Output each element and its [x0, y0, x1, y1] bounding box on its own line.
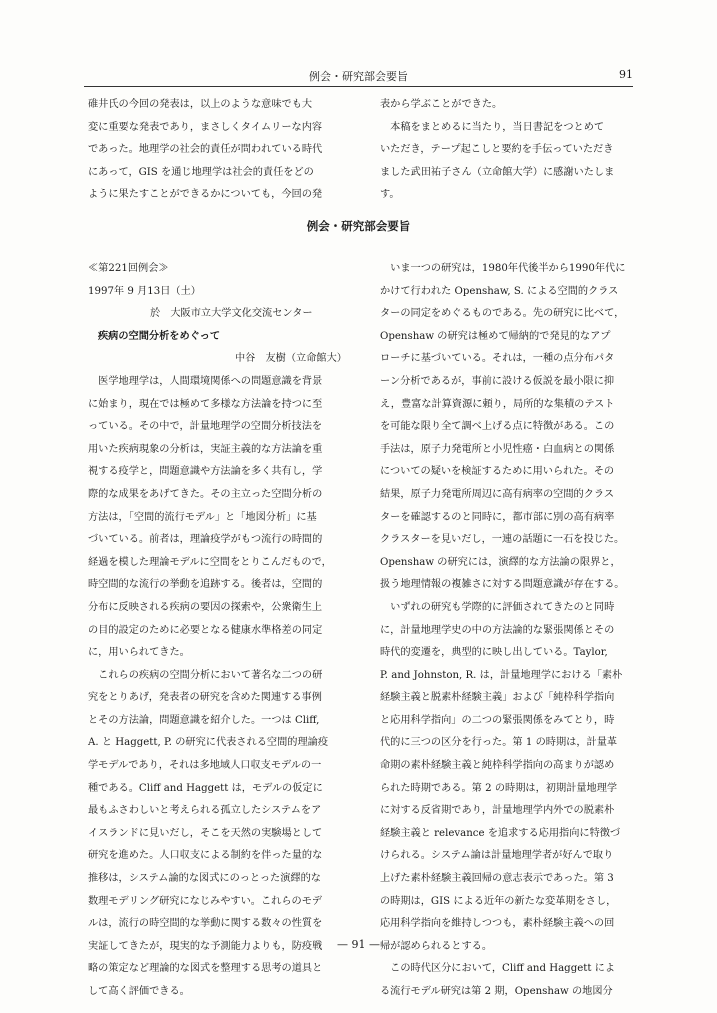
text-line: 研究を進めた。人口収支による制約を伴った量的な: [88, 850, 323, 862]
text-line: に始まり，現在では極めて多様な方法論を持つに至: [88, 398, 323, 410]
text-line: 表から学ぶことができた。: [380, 99, 503, 110]
talk-title: 疾病の空間分析をめぐって: [98, 330, 221, 342]
text-line: かけて行われた Openshaw, S. による空間的クラス: [380, 285, 619, 297]
text-line: これらの疾病の空間分析において著名な二つの研: [88, 669, 323, 681]
text-line: 略の策定など理論的な図式を整理する思考の道具と: [88, 963, 323, 975]
text-line: 経験主義と relevance を追求する応用指向に特徴づ: [380, 827, 621, 839]
running-header-title: 例会・研究部会要旨: [309, 70, 408, 83]
text-line: 方法は，「空間的流行モデル」と「地図分析」に基: [88, 511, 317, 523]
text-line: ターを確認するのと同時に，都市部に別の高有病率: [380, 511, 615, 523]
text-line: ーン分析であるが，事前に設ける仮説を最小限に抑: [380, 375, 615, 387]
left-body-text: [88, 371, 347, 1004]
text-line: 推移は，システム論的な図式にのっとった演繹的な: [88, 873, 321, 885]
text-line: A. と Haggett, P. の研究に代表される空間的理論疫: [88, 737, 329, 749]
right-body-text: [380, 258, 625, 1004]
text-line: 最もふさわしいと考えられる孤立したシステムをア: [88, 805, 322, 817]
text-line: 医学地理学は，人間環境関係への問題意識を背景: [88, 375, 323, 387]
text-line: 経過を模した理論モデルに空間をとりこんだもので，: [88, 556, 332, 568]
text-line: 分布に反映される疾病の要因の探索や，公衆衛生上: [88, 601, 323, 613]
text-line: 用いた疾病現象の分析は，実証主義的な方法論を重: [88, 443, 323, 455]
text-line: P. and Johnston, R. は，計量地理学における「素朴: [380, 669, 623, 681]
text-line: クラスターを見いだし，一連の話題に一石を投じた。: [380, 534, 625, 546]
text-line: Openshaw の研究には，演繹的な方法論の限界と，: [380, 556, 621, 568]
text-line: であった。地理学の社会的責任が問われている時代: [88, 144, 323, 156]
text-line: いま一つの研究は，1980年代後半から1990年代に: [380, 263, 626, 274]
text-line: 本稿をまとめるに当たり，当日書記をつとめて: [380, 121, 605, 133]
text-line: 視する疫学と，問題意識や方法論を多く共有し，学: [88, 466, 323, 478]
running-header-page-number: 91: [619, 68, 633, 81]
page-footer: — 91 —: [337, 938, 380, 951]
top-left-column: [88, 94, 322, 207]
text-line: 種である。Cliff and Haggett は，モデルの仮定に: [88, 782, 323, 794]
text-line: ローチに基づいている。それは，一種の点分布パタ: [380, 353, 615, 365]
text-line: 究をとりあげ，発表者の研究を含めた関連する事例: [88, 692, 322, 704]
text-line: 時空間的な流行の挙動を追跡する。後者は，空間的: [88, 579, 323, 591]
text-line: に，計量地理学史の中の方法論的な緊張関係とその: [380, 624, 615, 636]
section-title: 例会・研究部会要旨: [306, 219, 411, 233]
text-line: 帰が認められるとする。: [380, 940, 493, 952]
text-line: る流行モデル研究は第 2 期，Openshaw の地図分: [380, 986, 613, 997]
text-line: いただき，テープ起こしと要約を手伝っていただき: [380, 144, 614, 156]
text-line: ターの同定をめぐるものである。先の研究に比べて，: [380, 308, 625, 320]
text-line: 手法は，原子力発電所と小児性癌・白血病との関係: [380, 443, 615, 455]
text-line: 数理モデリング研究になじみやすい。これらのモデ: [88, 895, 323, 907]
running-header: [84, 66, 633, 87]
text-line: 扱う地理情報の複雑さに対する問題意識が存在する。: [380, 579, 625, 591]
text-line: Openshaw の研究は極めて帰納的で発見的なアプ: [380, 330, 611, 342]
text-line: づいている。前者は，理論疫学がもつ流行の時間的: [88, 534, 323, 546]
text-line: と応用科学指向」の二つの緊張関係をみてとり，時: [380, 714, 615, 726]
text-line: に対する反省期であり，計量地理学内外での脱素朴: [380, 805, 615, 817]
text-line: けられる。システム論は計量地理学者が好んで取り: [380, 850, 614, 862]
text-line: られた時期である。第 2 の時期は，初期計量地理学: [380, 782, 618, 794]
text-line: イスランドに見いだし，そこを天然の実験場として: [88, 827, 323, 839]
text-line: 変に重要な発表であり，まさしくタイムリーな内容: [88, 121, 323, 133]
text-line: 結果，原子力発電所周辺に高有病率の空間的クラス: [380, 488, 615, 500]
text-line: 上げた素朴経験主義回帰の意志表示であった。第 3: [380, 873, 614, 885]
text-line: ように果たすことができるかについても，今回の発: [88, 189, 323, 201]
text-line: とその方法論，問題意識を紹介した。一つは Cliff,: [88, 714, 320, 726]
text-line: 時代的変遷を，典型的に映し出している。Taylor,: [380, 647, 608, 659]
text-line: にあって，GIS を通じ地理学は社会的責任をどの: [88, 166, 314, 178]
text-line: 碓井氏の今回の発表は，以上のような意味でも大: [88, 99, 313, 110]
body-right-column: [380, 258, 625, 1004]
text-line: の時期は，GIS による近年の新たな変革期をさし，: [380, 895, 617, 907]
text-line: についての疑いを検証するために用いられた。その: [380, 466, 615, 478]
text-line: っている。その中で，計量地理学の空間分析技法を: [88, 421, 323, 433]
text-line: の目的設定のために必要となる健康水準格差の同定: [88, 624, 323, 636]
meeting-date: 1997年 9 月13日（土）: [88, 285, 201, 297]
text-line: いずれの研究も学際的に評価されてきたのと同時: [380, 601, 615, 613]
meeting-label: ≪第221回例会≫: [88, 263, 169, 274]
text-line: ルは，流行の時空間的な挙動に関する数々の性質を: [88, 918, 323, 930]
text-line: この時代区分において，Cliff and Haggett によ: [380, 963, 616, 975]
text-line: に，用いられてきた。: [88, 647, 190, 659]
text-line: して高く評価できる。: [88, 986, 190, 997]
text-line: す。: [380, 189, 400, 201]
text-line: 実証してきたが，現実的な予測能力よりも，防疫戦: [88, 940, 323, 952]
meeting-venue: 於 大阪市立大学文化交流センター: [150, 308, 313, 320]
text-line: 経験主義と脱素朴経験主義」および「純枠科学指向: [380, 692, 615, 704]
text-line: 学モデルであり，それは多地域人口収支モデルの一: [88, 760, 322, 772]
text-line: 際的な成果をあげてきた。その主立った空間分析の: [88, 488, 323, 500]
text-line: え，豊富な計算資源に頼り，局所的な集積のテスト: [380, 398, 615, 410]
top-right-column: [380, 94, 614, 207]
body-left-column: [88, 258, 347, 1004]
text-line: 命期の素朴経験主義と純枠科学指向の高まりが認め: [380, 760, 615, 772]
text-line: を可能な限り全て調べ上げる点に特徴がある。この: [380, 421, 615, 433]
speaker: 中谷 友樹（立命館大）: [234, 353, 347, 365]
text-line: 代的に三つの区分を行った。第 1 の時期は，計量革: [380, 737, 618, 749]
text-line: ました武田祐子さん（立命館大学）に感謝いたしま: [380, 166, 615, 178]
text-line: 応用科学指向を維持しつつも，素朴経験主義への回: [380, 918, 615, 930]
